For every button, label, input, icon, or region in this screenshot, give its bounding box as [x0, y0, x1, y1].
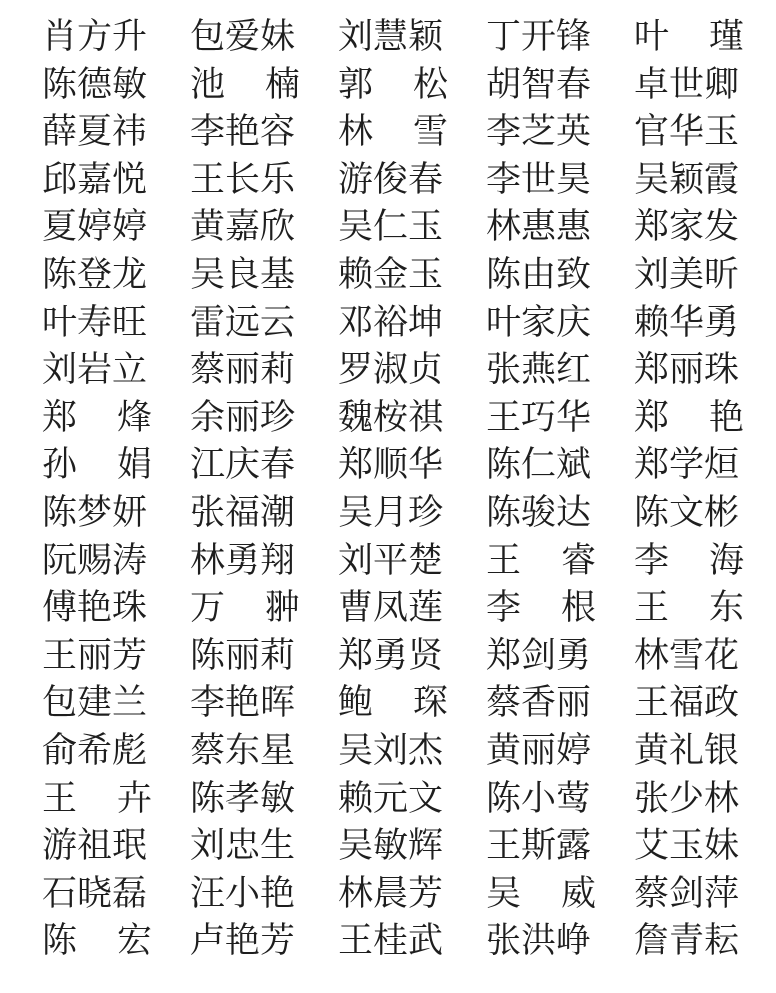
- name-entry: 吴 仁 玉: [338, 207, 444, 248]
- name-entry: 王 巧 华: [486, 397, 592, 438]
- name-entry: 黄 嘉 欣: [190, 207, 296, 248]
- name-entry: 郑 艳: [634, 397, 744, 438]
- name-entry: 包 爱 妹: [190, 17, 296, 57]
- name-entry: 刘 美 昕: [634, 254, 740, 295]
- name-entry: 陈 登 龙: [42, 254, 148, 295]
- name-entry: 叶 家 庆: [486, 302, 592, 343]
- name-entry: 赖 华 勇: [634, 302, 740, 343]
- name-entry: 丁 开 锋: [486, 17, 592, 57]
- name-entry: 薛 夏 祎: [42, 112, 148, 153]
- name-entry: 叶 瑾: [634, 17, 744, 57]
- name-entry: 郑 丽 珠: [634, 350, 740, 391]
- name-entry: 魏 桉 祺: [338, 397, 444, 438]
- name-entry: 王 丽 芳: [42, 635, 148, 676]
- name-entry: 陈 梦 妍: [42, 492, 148, 533]
- name-entry: 蔡 东 星: [190, 730, 296, 771]
- name-entry: 池 楠: [190, 64, 300, 105]
- name-entry: 张 洪 峥: [486, 921, 592, 962]
- name-entry: 王 睿: [486, 540, 596, 581]
- name-grid: [42, 14, 744, 966]
- name-entry: 郑 家 发: [634, 207, 740, 248]
- name-entry: 陈 小 莺: [486, 778, 592, 819]
- name-entry: 吴 颖 霞: [634, 159, 740, 200]
- name-entry: 蔡 香 丽: [486, 683, 592, 724]
- name-entry: 吴 威: [486, 873, 596, 914]
- name-entry: 刘 慧 颖: [338, 17, 444, 57]
- name-entry: 阮 赐 涛: [42, 540, 148, 581]
- name-entry: 李 艳 容: [190, 112, 296, 153]
- name-entry: 石 晓 磊: [42, 873, 148, 914]
- name-entry: 黄 礼 银: [634, 730, 740, 771]
- name-entry: 郭 松: [338, 64, 448, 105]
- name-entry: 江 庆 春: [190, 445, 296, 486]
- name-entry: 郑 剑 勇: [486, 635, 592, 676]
- name-entry: 孙 娟: [42, 445, 152, 486]
- name-entry: 卢 艳 芳: [190, 921, 296, 962]
- name-entry: 詹 青 耘: [634, 921, 740, 962]
- name-entry: 郑 顺 华: [338, 445, 444, 486]
- name-entry: 李 根: [486, 588, 596, 629]
- name-entry: 林 雪 花: [634, 635, 740, 676]
- name-entry: 雷 远 云: [190, 302, 296, 343]
- name-entry: 邓 裕 坤: [338, 302, 444, 343]
- name-entry: 王 东: [634, 588, 744, 629]
- name-entry: 张 少 林: [634, 778, 740, 819]
- name-entry: 叶 寿 旺: [42, 302, 148, 343]
- name-entry: 陈 宏: [42, 921, 152, 962]
- name-entry: 郑 勇 贤: [338, 635, 444, 676]
- name-entry: 傅 艳 珠: [42, 588, 148, 629]
- name-entry: 邱 嘉 悦: [42, 159, 148, 200]
- name-entry: 蔡 剑 萍: [634, 873, 740, 914]
- name-entry: 官 华 玉: [634, 112, 740, 153]
- name-entry: 林 雪: [338, 112, 448, 153]
- name-entry: 王 斯 露: [486, 826, 592, 867]
- name-entry: 汪 小 艳: [190, 873, 296, 914]
- name-entry: 李 芝 英: [486, 112, 592, 153]
- name-entry: 曹 凤 莲: [338, 588, 444, 629]
- name-entry: 吴 刘 杰: [338, 730, 444, 771]
- name-entry: 吴 月 珍: [338, 492, 444, 533]
- name-entry: 李 艳 晖: [190, 683, 296, 724]
- name-entry: 刘 忠 生: [190, 826, 296, 867]
- name-entry: 艾 玉 妹: [634, 826, 740, 867]
- name-entry: 王 长 乐: [190, 159, 296, 200]
- name-entry: 黄 丽 婷: [486, 730, 592, 771]
- name-entry: 余 丽 珍: [190, 397, 296, 438]
- name-entry: 林 晨 芳: [338, 873, 444, 914]
- name-entry: 陈 文 彬: [634, 492, 740, 533]
- name-entry: 陈 丽 莉: [190, 635, 296, 676]
- name-entry: 李 世 昊: [486, 159, 592, 200]
- name-entry: 陈 骏 达: [486, 492, 592, 533]
- name-entry: 鲍 琛: [338, 683, 448, 724]
- name-entry: 郑 学 烜: [634, 445, 740, 486]
- name-entry: 张 福 潮: [190, 492, 296, 533]
- name-entry: 王 福 政: [634, 683, 740, 724]
- name-entry: 卓 世 卿: [634, 64, 740, 105]
- name-entry: 游 俊 春: [338, 159, 444, 200]
- name-entry: 俞 希 彪: [42, 730, 148, 771]
- name-entry: 蔡 丽 莉: [190, 350, 296, 391]
- name-entry: 林 勇 翔: [190, 540, 296, 581]
- name-entry: 胡 智 春: [486, 64, 592, 105]
- name-entry: 王 卉: [42, 778, 152, 819]
- name-entry: 肖 方 升: [42, 17, 148, 57]
- name-entry: 李 海: [634, 540, 744, 581]
- name-entry: 陈 由 致: [486, 254, 592, 295]
- name-entry: 赖 元 文: [338, 778, 444, 819]
- name-entry: 吴 良 基: [190, 254, 296, 295]
- name-entry: 游 祖 珉: [42, 826, 148, 867]
- name-entry: 包 建 兰: [42, 683, 148, 724]
- name-entry: 夏 婷 婷: [42, 207, 148, 248]
- name-entry: 刘 岩 立: [42, 350, 148, 391]
- name-entry: 林 惠 惠: [486, 207, 592, 248]
- name-entry: 万 翀: [190, 588, 300, 629]
- name-entry: 郑 烽: [42, 397, 152, 438]
- name-entry: 张 燕 红: [486, 350, 592, 391]
- name-entry: 吴 敏 辉: [338, 826, 444, 867]
- name-entry: 陈 仁 斌: [486, 445, 592, 486]
- name-entry: 罗 淑 贞: [338, 350, 444, 391]
- name-entry: 陈 孝 敏: [190, 778, 296, 819]
- name-entry: 王 桂 武: [338, 921, 444, 962]
- name-entry: 刘 平 楚: [338, 540, 444, 581]
- name-entry: 赖 金 玉: [338, 254, 444, 295]
- name-entry: 陈 德 敏: [42, 64, 148, 105]
